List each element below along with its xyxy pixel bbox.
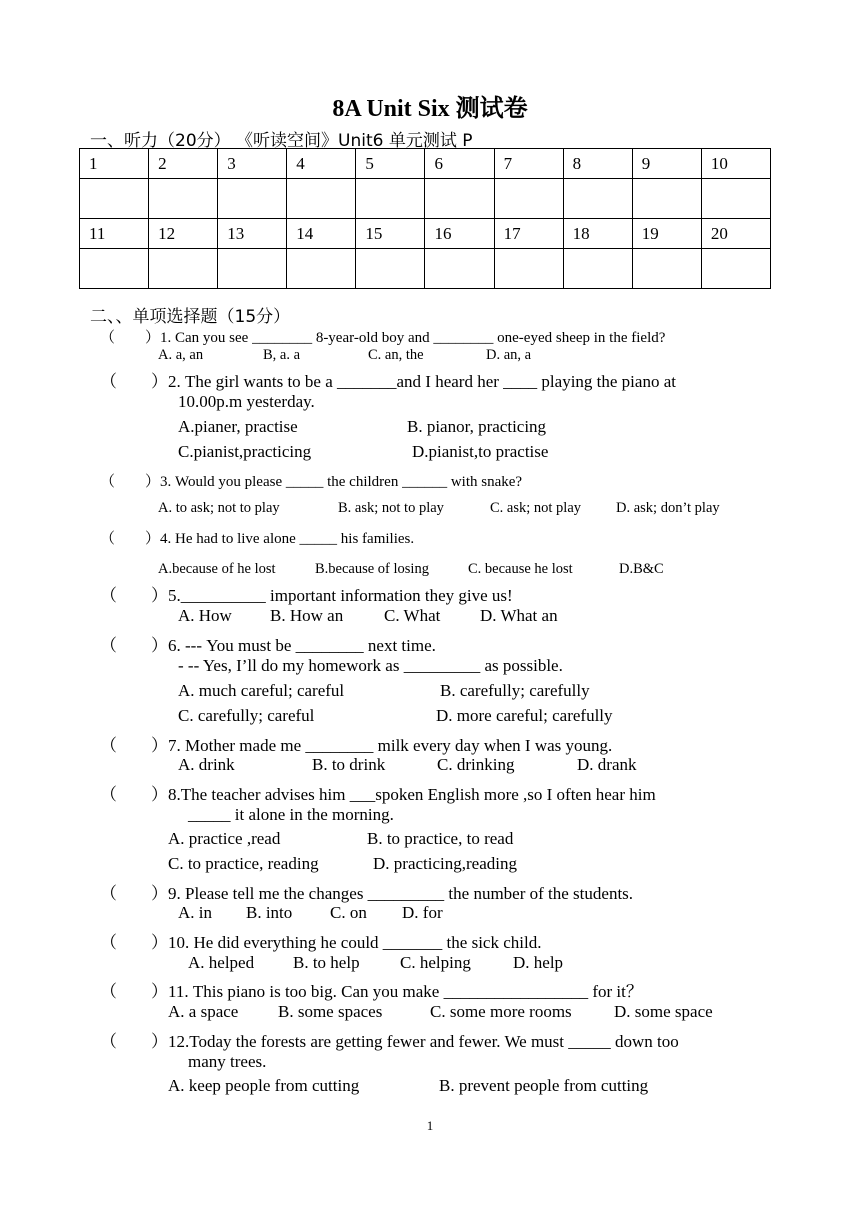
answer-cell[interactable] xyxy=(632,179,701,219)
option[interactable]: A. practice ,read xyxy=(168,829,281,848)
option[interactable]: B.because of losing xyxy=(315,561,429,577)
question-stem-continued: _____ it alone in the morning. xyxy=(188,805,394,824)
option[interactable]: C. helping xyxy=(400,953,471,972)
answer-cell[interactable] xyxy=(563,179,632,219)
option[interactable]: C. What xyxy=(384,606,441,625)
grid-cell: 11 xyxy=(80,219,149,249)
option[interactable]: B. to practice, to read xyxy=(367,829,514,848)
option[interactable]: B. carefully; carefully xyxy=(440,681,590,700)
grid-cell: 9 xyxy=(632,149,701,179)
question-stem-continued: 10.00p.m yesterday. xyxy=(178,392,315,411)
option[interactable]: D. an, a xyxy=(486,347,532,363)
answer-cell[interactable] xyxy=(80,249,149,289)
option[interactable]: D. help xyxy=(513,953,564,972)
option[interactable]: D. for xyxy=(402,903,443,922)
option[interactable]: C. some more rooms xyxy=(430,1002,572,1021)
grid-cell: 5 xyxy=(356,149,425,179)
option[interactable]: A. in xyxy=(178,903,212,922)
grid-cell: 1 xyxy=(80,149,149,179)
answer-cell[interactable] xyxy=(218,179,287,219)
option[interactable]: A. drink xyxy=(178,755,235,774)
grid-cell: 15 xyxy=(356,219,425,249)
question-stem: （ ）9. Please tell me the changes _________ the number of the students. xyxy=(100,884,634,903)
option[interactable]: D.pianist,to practise xyxy=(412,442,549,461)
option[interactable]: B. pianor, practicing xyxy=(407,417,547,436)
grid-cell: 2 xyxy=(149,149,218,179)
option[interactable]: D.B&C xyxy=(619,561,664,577)
question-stem: （ ）12.Today the forests are getting fewer and fewer. We must _____ down too xyxy=(100,1032,679,1051)
page-number: 1 xyxy=(426,1118,434,1133)
option[interactable]: D. What an xyxy=(480,606,558,625)
grid-cell: 12 xyxy=(149,219,218,249)
answer-cell[interactable] xyxy=(701,249,770,289)
answer-cell[interactable] xyxy=(563,249,632,289)
grid-cell: 18 xyxy=(563,219,632,249)
grid-cell: 6 xyxy=(425,149,494,179)
option[interactable]: B. How an xyxy=(270,606,344,625)
grid-cell: 10 xyxy=(701,149,770,179)
option[interactable]: B. into xyxy=(246,903,293,922)
answer-grid-header-row xyxy=(80,149,771,179)
answer-cell[interactable] xyxy=(425,179,494,219)
question-stem: （ ）11. This piano is too big. Can you make _________________ for it？ xyxy=(100,982,643,1001)
option[interactable]: B. to drink xyxy=(312,755,386,774)
grid-cell: 13 xyxy=(218,219,287,249)
option[interactable]: A. keep people from cutting xyxy=(168,1076,360,1095)
answer-cell[interactable] xyxy=(287,179,356,219)
question-stem: （ ）6. --- You must be ________ next time. xyxy=(100,636,436,655)
question-stem: （ ）10. He did everything he could _______ the sick child. xyxy=(100,933,542,952)
question-stem: （ ）4. He had to live alone _____ his families. xyxy=(100,531,415,547)
question-stem: （ ）8.The teacher advises him ___spoken English more ,so I often hear him xyxy=(100,785,656,804)
question-stem: （ ）2. The girl wants to be a _______and I heard her ____ playing the piano at xyxy=(100,372,676,391)
option[interactable]: B, a. a xyxy=(263,347,301,363)
grid-cell: 4 xyxy=(287,149,356,179)
option[interactable]: D. more careful; carefully xyxy=(436,706,613,725)
section-choice: 二、、单项选择题（15分） xyxy=(90,307,291,327)
option[interactable]: C. carefully; careful xyxy=(178,706,315,725)
question-stem: （ ）7. Mother made me ________ milk every day when I was young. xyxy=(100,736,613,755)
option[interactable]: D. ask; don’t play xyxy=(616,500,720,516)
section-listening: 一、听力（20分） 《听读空间》Unit6 单元测试 P xyxy=(90,131,473,151)
answer-cell[interactable] xyxy=(149,249,218,289)
option[interactable]: B. ask; not to play xyxy=(338,500,444,516)
option[interactable]: A. a space xyxy=(168,1002,239,1021)
grid-cell: 16 xyxy=(425,219,494,249)
grid-cell: 3 xyxy=(218,149,287,179)
option[interactable]: B. some spaces xyxy=(278,1002,383,1021)
answer-grid-blank-row xyxy=(80,179,771,219)
option[interactable]: D. some space xyxy=(614,1002,713,1021)
grid-cell: 14 xyxy=(287,219,356,249)
option[interactable]: C. drinking xyxy=(437,755,515,774)
grid-cell: 7 xyxy=(494,149,563,179)
question-stem: （ ）1. Can you see ________ 8-year-old boy and ________ one-eyed sheep in the field? xyxy=(100,330,666,346)
question-stem: （ ）3. Would you please _____ the children ______ with snake? xyxy=(100,474,523,490)
answer-cell[interactable] xyxy=(149,179,218,219)
page-title: 8A Unit Six 测试卷 xyxy=(332,96,528,122)
question-stem: （ ）5.__________ important information they give us! xyxy=(100,586,513,605)
question-stem-continued: - -- Yes, I’ll do my homework as _________ as possible. xyxy=(178,656,563,675)
option[interactable]: C. because he lost xyxy=(468,561,573,577)
option[interactable]: D. drank xyxy=(577,755,637,774)
option[interactable]: C. ask; not play xyxy=(490,500,582,516)
grid-cell: 8 xyxy=(563,149,632,179)
answer-cell[interactable] xyxy=(425,249,494,289)
option[interactable]: C. an, the xyxy=(368,347,424,363)
answer-cell[interactable] xyxy=(494,179,563,219)
option[interactable]: A.because of he lost xyxy=(158,561,276,577)
option[interactable]: A. a, an xyxy=(158,347,204,363)
answer-cell[interactable] xyxy=(632,249,701,289)
answer-cell[interactable] xyxy=(356,249,425,289)
answer-cell[interactable] xyxy=(287,249,356,289)
answer-cell[interactable] xyxy=(356,179,425,219)
option[interactable]: C. to practice, reading xyxy=(168,854,319,873)
option[interactable]: A.pianer, practise xyxy=(178,417,298,436)
option[interactable]: B. to help xyxy=(293,953,360,972)
option[interactable]: A. to ask; not to play xyxy=(158,500,280,516)
option[interactable]: A. How xyxy=(178,606,232,625)
answer-cell[interactable] xyxy=(701,179,770,219)
grid-cell: 17 xyxy=(494,219,563,249)
answer-grid xyxy=(79,148,771,289)
question-stem-continued: many trees. xyxy=(188,1052,267,1071)
option[interactable]: D. practicing,reading xyxy=(373,854,517,873)
answer-grid-header-row xyxy=(80,219,771,249)
answer-cell[interactable] xyxy=(218,249,287,289)
answer-grid-blank-row xyxy=(80,249,771,289)
answer-cell[interactable] xyxy=(494,249,563,289)
option[interactable]: A. helped xyxy=(188,953,255,972)
answer-cell[interactable] xyxy=(80,179,149,219)
grid-cell: 19 xyxy=(632,219,701,249)
option[interactable]: C.pianist,practicing xyxy=(178,442,312,461)
grid-cell: 20 xyxy=(701,219,770,249)
option[interactable]: B. prevent people from cutting xyxy=(439,1076,649,1095)
option[interactable]: C. on xyxy=(330,903,367,922)
option[interactable]: A. much careful; careful xyxy=(178,681,345,700)
